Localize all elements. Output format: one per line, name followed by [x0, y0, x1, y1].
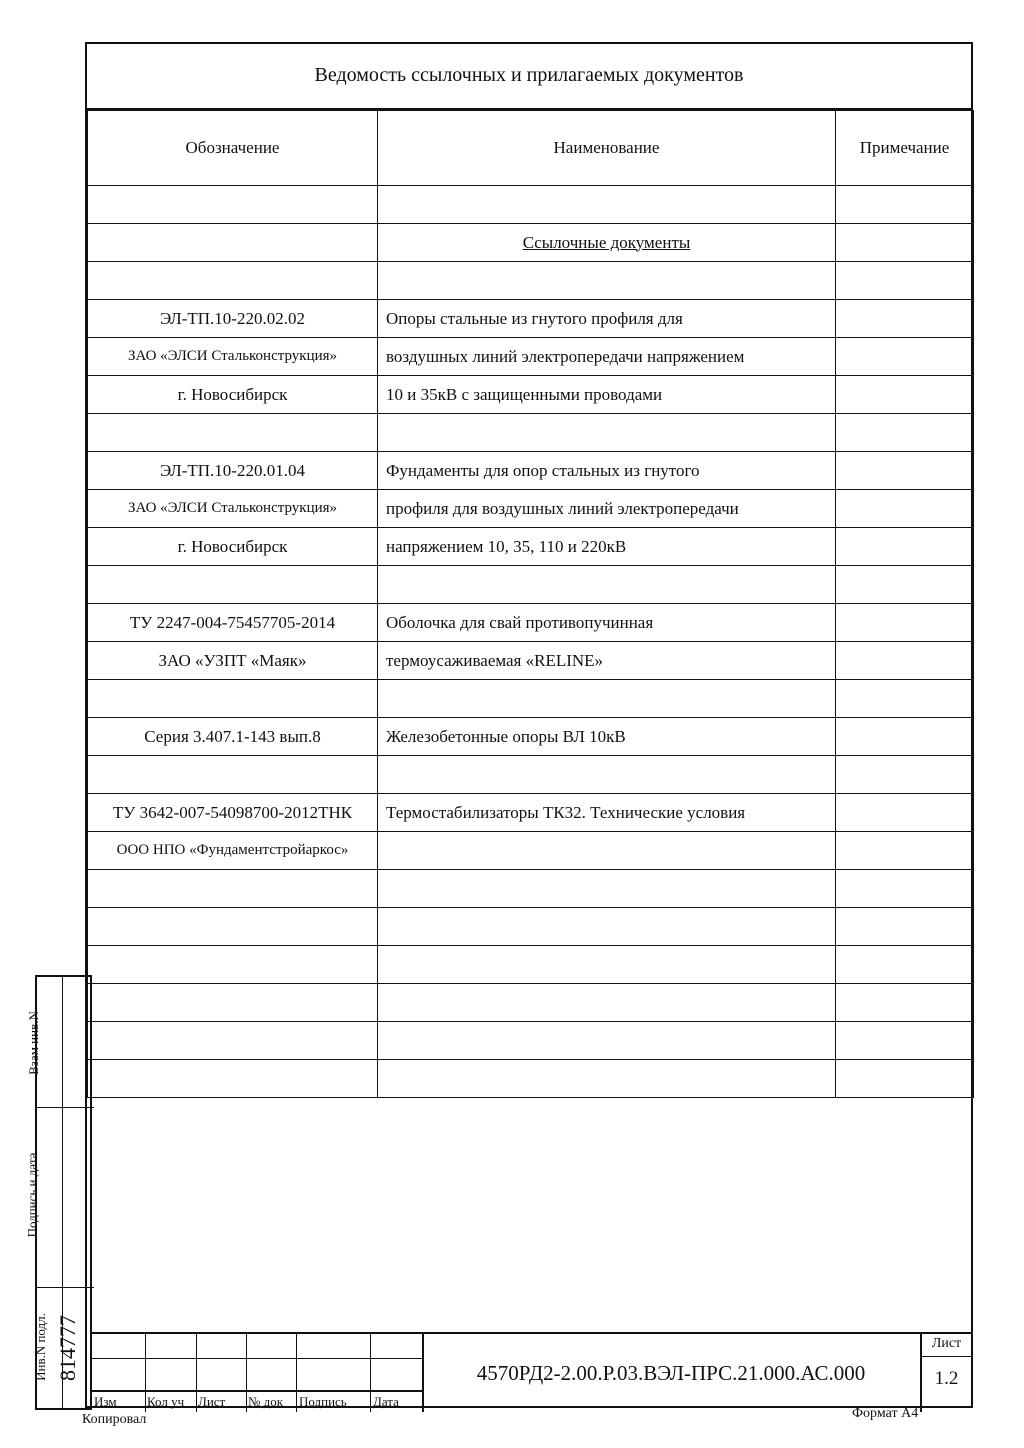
table-row [88, 642, 974, 680]
table-row [88, 870, 974, 908]
note-cell [836, 794, 974, 832]
designation-cell [88, 946, 378, 984]
name-cell: Опоры стальные из гнутого профиля для [378, 300, 836, 338]
document-code: 4570РД2-2.00.Р.03.ВЭЛ-ПРС.21.000.АС.000 [476, 1360, 866, 1385]
note-cell [836, 870, 974, 908]
designation-cell: г. Новосибирск [88, 528, 378, 566]
label-podpis: Подпись [299, 1394, 347, 1409]
name-cell: Термостабилизаторы ТК32. Технические условия [378, 794, 836, 832]
inv-value: 814777 [55, 1315, 80, 1381]
sheet-number: 1.2 [934, 1368, 959, 1389]
note-cell [836, 946, 974, 984]
designation-cell: Серия 3.407.1-143 вып.8 [88, 718, 378, 756]
label-ndok: № док [248, 1394, 284, 1409]
designation-cell: ЗАО «ЭЛСИ Стальконструкция» [88, 338, 378, 376]
name-cell: Ссылочные документы [378, 224, 836, 262]
name-cell: напряжением 10, 35, 110 и 220кВ [378, 528, 836, 566]
designation-cell [88, 1022, 378, 1060]
name-cell [378, 1060, 836, 1098]
inv-label: Инв.N подл. [32, 1313, 48, 1381]
header-designation: Обозначение [88, 111, 378, 186]
designation-cell [88, 224, 378, 262]
name-cell [378, 186, 836, 224]
note-cell [836, 224, 974, 262]
designation-cell [88, 680, 378, 718]
note-cell [836, 604, 974, 642]
table-row [88, 262, 974, 300]
note-cell [836, 490, 974, 528]
left-margin-stamp [24, 975, 92, 1410]
table-row [88, 224, 974, 262]
name-cell: термоусаживаемая «RELINE» [378, 642, 836, 680]
name-cell [378, 870, 836, 908]
table-row [88, 338, 974, 376]
vzam-label: Взам инв.N [25, 1011, 41, 1075]
note-cell [836, 186, 974, 224]
designation-cell [88, 566, 378, 604]
designation-cell: ООО НПО «Фундаментстройаркос» [88, 832, 378, 870]
table-row [88, 186, 974, 224]
header-name: Наименование [378, 111, 836, 186]
copied-label: Копировал [82, 1412, 147, 1427]
name-cell [378, 262, 836, 300]
sheet-label: Лист [931, 1336, 962, 1351]
podpis-label: Подпись и дата [24, 1152, 40, 1238]
name-cell: Оболочка для свай противопучинная [378, 604, 836, 642]
note-cell [836, 566, 974, 604]
note-cell [836, 452, 974, 490]
note-cell [836, 832, 974, 870]
name-cell: профиля для воздушных линий электропередачи [378, 490, 836, 528]
table-row [88, 984, 974, 1022]
name-cell [378, 414, 836, 452]
table-row [88, 604, 974, 642]
designation-cell: г. Новосибирск [88, 376, 378, 414]
table-row [88, 376, 974, 414]
label-data: Дата [373, 1394, 399, 1409]
note-cell [836, 680, 974, 718]
note-cell [836, 642, 974, 680]
note-cell [836, 1060, 974, 1098]
note-cell [836, 984, 974, 1022]
designation-cell: ЗАО «УЗПТ «Маяк» [88, 642, 378, 680]
name-cell [378, 832, 836, 870]
table-row [88, 414, 974, 452]
note-cell [836, 414, 974, 452]
name-cell [378, 566, 836, 604]
note-cell [836, 908, 974, 946]
name-cell: Фундаменты для опор стальных из гнутого [378, 452, 836, 490]
designation-cell [88, 262, 378, 300]
note-cell [836, 718, 974, 756]
document-title: Ведомость ссылочных и прилагаемых документов [85, 42, 973, 110]
name-cell [378, 984, 836, 1022]
documents-table [87, 110, 974, 1098]
name-cell [378, 756, 836, 794]
title-block [92, 1332, 973, 1412]
table-row [88, 908, 974, 946]
label-izm: Изм [94, 1394, 117, 1409]
name-cell: Железобетонные опоры ВЛ 10кВ [378, 718, 836, 756]
designation-cell: ЗАО «ЭЛСИ Стальконструкция» [88, 490, 378, 528]
note-cell [836, 262, 974, 300]
table-row [88, 300, 974, 338]
note-cell [836, 528, 974, 566]
note-cell [836, 338, 974, 376]
table-row [88, 566, 974, 604]
name-cell [378, 946, 836, 984]
designation-cell [88, 984, 378, 1022]
table-row [88, 528, 974, 566]
designation-cell [88, 908, 378, 946]
note-cell [836, 756, 974, 794]
label-kol: Кол уч [147, 1394, 185, 1409]
designation-cell: ТУ 3642-007-54098700-2012ТНК [88, 794, 378, 832]
note-cell [836, 1022, 974, 1060]
label-list: Лист [198, 1394, 226, 1409]
designation-cell [88, 1060, 378, 1098]
name-cell: 10 и 35кВ с защищенными проводами [378, 376, 836, 414]
table-row [88, 1060, 974, 1098]
designation-cell [88, 414, 378, 452]
table-row [88, 946, 974, 984]
note-cell [836, 376, 974, 414]
table-row [88, 832, 974, 870]
table-row [88, 794, 974, 832]
table-row [88, 452, 974, 490]
designation-cell [88, 870, 378, 908]
name-cell: воздушных линий электропередачи напряжением [378, 338, 836, 376]
designation-cell [88, 186, 378, 224]
header-note: Примечание [836, 111, 974, 186]
note-cell [836, 300, 974, 338]
name-cell [378, 908, 836, 946]
table-row [88, 680, 974, 718]
table-row [88, 756, 974, 794]
designation-cell: ЭЛ-ТП.10-220.01.04 [88, 452, 378, 490]
designation-cell [88, 756, 378, 794]
name-cell [378, 1022, 836, 1060]
format-label: Формат А4 [852, 1406, 919, 1421]
designation-cell: ТУ 2247-004-75457705-2014 [88, 604, 378, 642]
name-cell [378, 680, 836, 718]
table-row [88, 1022, 974, 1060]
table-row [88, 490, 974, 528]
table-row [88, 718, 974, 756]
designation-cell: ЭЛ-ТП.10-220.02.02 [88, 300, 378, 338]
